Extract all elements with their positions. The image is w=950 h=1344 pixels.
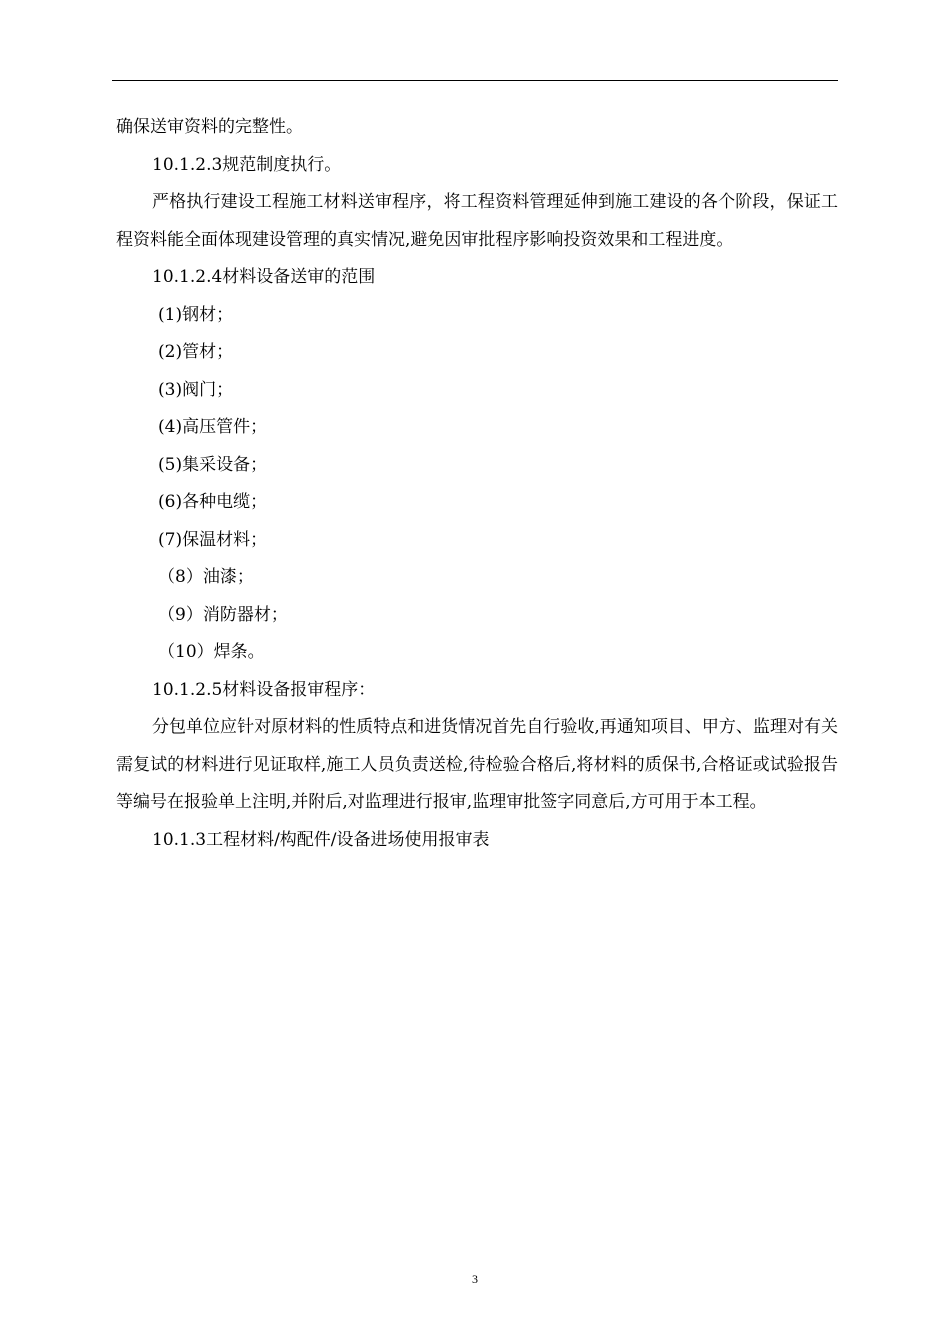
document-body	[116, 109, 838, 859]
list-item: (4)高压管件；	[158, 417, 268, 437]
list-item: (5)集采设备；	[158, 454, 268, 475]
scope-list	[116, 297, 838, 672]
list-item: （9）消防器材；	[158, 604, 288, 625]
list-item: （8）油漆；	[158, 567, 254, 587]
header-rule	[112, 80, 838, 81]
section-heading-10-1-2-5: 10.1.2.5材料设备报审程序：	[152, 679, 376, 700]
list-item: (3)阀门；	[158, 379, 234, 400]
section-heading-10-1-3: 10.1.3工程材料/构配件/设备进场使用报审表	[152, 829, 490, 850]
paragraph-approval-procedure: 分包单位应针对原材料的性质特点和进货情况首先自行验收,再通知项目、甲方、监理对有关需复试的材料进行见证取样,施工人员负责送检,待检验合格后,将材料的质保书,合格证或试验报告等编号在报验单上注明,并附后,对监理进行报审,监理审批签字同意后,方可用于本工程。	[116, 717, 838, 812]
list-item: (6)各种电缆；	[158, 492, 268, 512]
list-item: (7)保温材料；	[158, 529, 268, 550]
list-item: （10）焊条。	[158, 642, 265, 662]
section-heading-10-1-2-4: 10.1.2.4材料设备送审的范围	[152, 267, 376, 287]
page-number: 3	[472, 1272, 478, 1286]
paragraph-procedure-execution: 严格执行建设工程施工材料送审程序，将工程资料管理延伸到施工建设的各个阶段，保证工程资料能全面体现建设管理的真实情况,避免因审批程序影响投资效果和工程进度。	[116, 192, 838, 250]
paragraph-completeness: 确保送审资料的完整性。	[116, 117, 303, 137]
list-item: (1)钢材；	[158, 304, 234, 325]
list-item: (2)管材；	[158, 342, 234, 362]
section-heading-10-1-2-3: 10.1.2.3规范制度执行。	[152, 154, 342, 175]
